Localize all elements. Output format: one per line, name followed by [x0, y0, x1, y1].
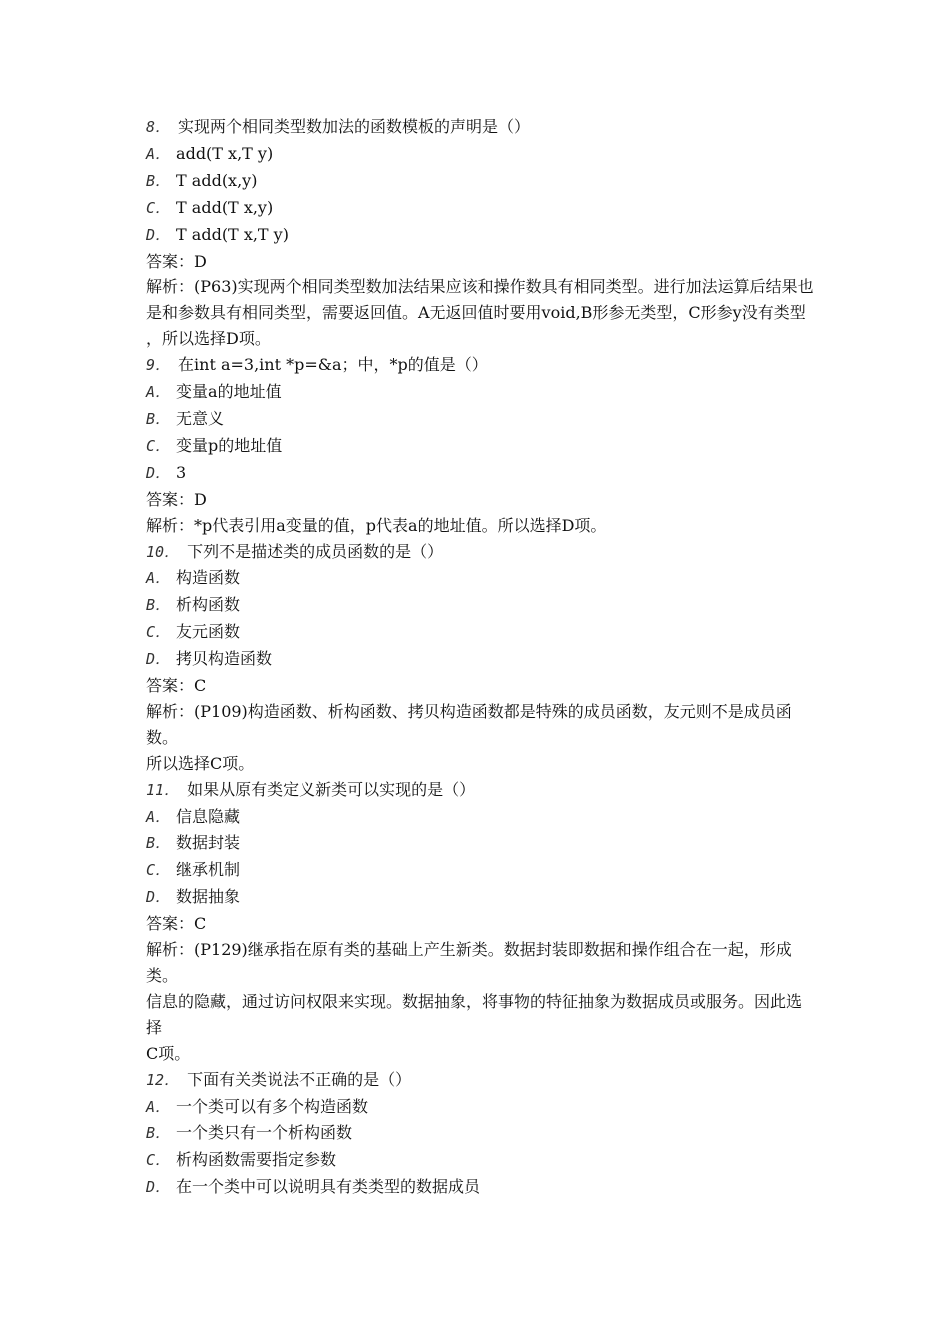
option-mark: D．: [146, 1178, 171, 1197]
analysis-line: C项。: [146, 1043, 191, 1063]
option-a: A． 一个类可以有多个构造函数: [146, 1096, 369, 1116]
option-mark: C．: [146, 623, 171, 642]
option-c: C． 友元函数: [146, 622, 241, 642]
option-d: D． T add(T x,T y): [146, 224, 289, 244]
option-d: D． 3: [146, 462, 187, 482]
option-mark: A．: [146, 144, 171, 163]
question-11: [146, 777, 816, 1067]
question-stem: 9． 在int a=3,int *p=&a；中，*p的值是（）: [146, 355, 488, 375]
analysis-line: 解析：(P63)实现两个相同类型数加法结果应该和操作数具有相同类型。进行加法运算后结果也: [146, 277, 814, 297]
option-d: D． 数据抽象: [146, 887, 241, 907]
option-a: A． 信息隐藏: [146, 806, 241, 826]
option-d: D． 拷贝构造函数: [146, 649, 273, 669]
answer: 答案：C: [146, 914, 207, 934]
option-mark: D．: [146, 650, 171, 669]
question-12: [146, 1067, 816, 1202]
option-mark: A．: [146, 807, 171, 826]
option-c: C． 析构函数需要指定参数: [146, 1150, 337, 1170]
option-mark: B．: [146, 834, 171, 853]
question-number: 12．: [146, 1070, 180, 1089]
question-10: [146, 539, 816, 777]
option-b: B． 无意义: [146, 408, 225, 428]
question-number: 11．: [146, 780, 180, 799]
analysis-line: 解析：(P129)继承指在原有类的基础上产生新类。数据封装即数据和操作组合在一起，形成类。: [146, 940, 792, 985]
question-stem: 11． 如果从原有类定义新类可以实现的是（）: [146, 779, 476, 799]
question-stem: 12． 下面有关类说法不正确的是（）: [146, 1069, 412, 1089]
analysis-line: 是和参数具有相同类型，需要返回值。A无返回值时要用void,B形参无类型，C形参y没有类型: [146, 303, 806, 323]
option-mark: D．: [146, 463, 171, 482]
option-b: B． T add(x,y): [146, 170, 258, 190]
question-number: 9．: [146, 356, 171, 375]
document-page: [146, 114, 816, 1201]
option-mark: A．: [146, 569, 171, 588]
option-mark: A．: [146, 383, 171, 402]
answer: 答案：D: [146, 489, 207, 509]
analysis-line: 信息的隐藏，通过访问权限来实现。数据抽象，将事物的特征抽象为数据成员或服务。因此选择: [146, 991, 803, 1037]
option-a: A． 构造函数: [146, 568, 241, 588]
answer: 答案：C: [146, 676, 207, 696]
question-number: 8．: [146, 118, 171, 136]
analysis-line: 所以选择C项。: [146, 753, 255, 773]
question-stem: 8． 实现两个相同类型数加法的函数模板的声明是（）: [146, 117, 531, 136]
option-mark: B．: [146, 596, 171, 615]
question-8: [146, 114, 816, 352]
option-a: A． add(T x,T y): [146, 143, 274, 163]
answer: 答案：D: [146, 251, 207, 271]
option-mark: C．: [146, 861, 171, 880]
question-stem: 10． 下列不是描述类的成员函数的是（）: [146, 541, 444, 561]
option-a: A． 变量a的地址值: [146, 382, 282, 402]
option-mark: C．: [146, 1151, 171, 1170]
option-c: C． 继承机制: [146, 860, 241, 880]
option-b: B． 数据封装: [146, 833, 241, 853]
question-number: 10．: [146, 542, 180, 561]
option-mark: C．: [146, 436, 171, 455]
option-c: C． T add(T x,y): [146, 197, 274, 217]
option-mark: A．: [146, 1097, 171, 1116]
option-mark: C．: [146, 198, 171, 217]
option-c: C． 变量p的地址值: [146, 435, 283, 455]
option-mark: B．: [146, 409, 171, 428]
analysis-line: 解析：(P109)构造函数、析构函数、拷贝构造函数都是特殊的成员函数，友元则不是成员函数。: [146, 701, 792, 747]
option-b: B． 析构函数: [146, 595, 241, 615]
option-d: D． 在一个类中可以说明具有类类型的数据成员: [146, 1177, 481, 1197]
option-b: B． 一个类只有一个析构函数: [146, 1123, 353, 1143]
option-mark: B．: [146, 171, 171, 190]
question-9: [146, 352, 816, 538]
option-mark: D．: [146, 888, 171, 907]
analysis-line: 解析：*p代表引用a变量的值，p代表a的地址值。所以选择D项。: [146, 515, 607, 535]
option-mark: B．: [146, 1124, 171, 1143]
analysis-line: ，所以选择D项。: [146, 329, 271, 349]
option-mark: D．: [146, 225, 171, 244]
